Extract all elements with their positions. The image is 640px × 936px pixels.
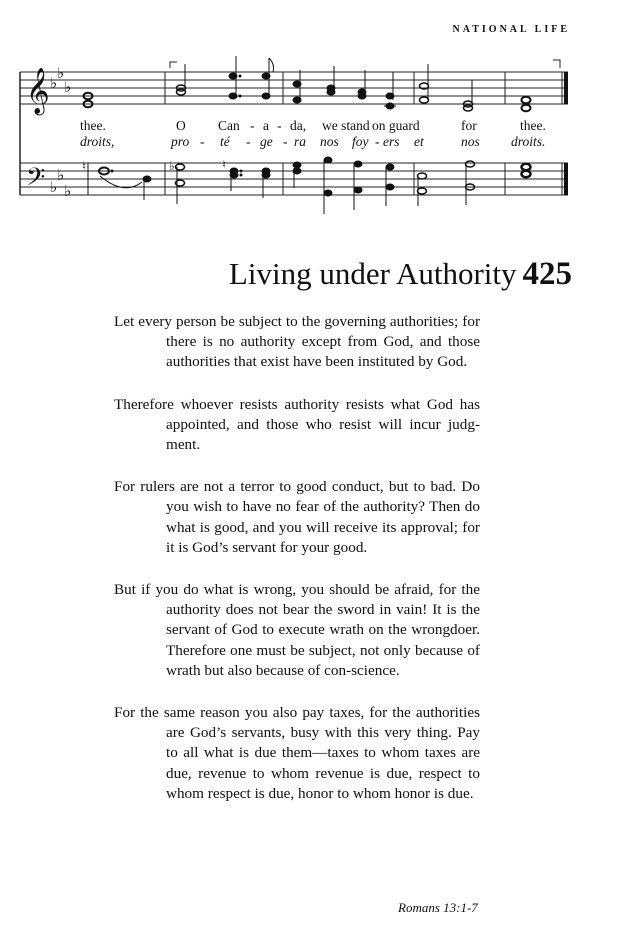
lyric-syllable: ge <box>260 134 273 149</box>
lyric-syllable: ers <box>383 134 400 149</box>
scripture-citation: Romans 13:1-7 <box>398 900 478 915</box>
lyric-syllable: té <box>220 134 230 149</box>
svg-text:♭: ♭ <box>50 178 58 196</box>
reading-paragraph: For rulers are not a terror to good conduct, but to bad. Do you wish to have no fear of the authority? Then do what is good, and you will receive its approval; for it is God’s servant for your good. <box>114 478 480 556</box>
lyric-hyphen: - <box>277 118 282 133</box>
lyric-syllable: nos <box>320 134 339 149</box>
reading-body <box>114 312 480 826</box>
svg-text:♭: ♭ <box>64 78 72 96</box>
lyric-hyphen: - <box>375 134 380 149</box>
lyric-syllable: O <box>176 118 186 133</box>
reading-paragraph: For the same reason you also pay taxes, for the authorities are God’s servants, busy with this very thing. Pay to all what is due them—taxes to whom taxes are due, revenue to whom revenue is due, respect to whom respect is due, honor to whom honor is due. <box>114 704 480 802</box>
lyric-syllable: a <box>263 118 269 133</box>
reading-paragraph: Let every person be subject to the governing authorities; for there is no authority except from God, and those authorities that exist have been instituted by God. <box>114 313 480 371</box>
reading-title <box>229 256 572 293</box>
reading-paragraph: Therefore whoever resists authority resists what God has appointed, and those who resist will incur judg-ment. <box>114 395 480 454</box>
lyric-syllable: nos <box>461 134 480 149</box>
svg-text:♭: ♭ <box>57 64 65 82</box>
svg-text:𝄞: 𝄞 <box>26 68 50 114</box>
svg-text:♭: ♭ <box>64 182 72 200</box>
lyric-hyphen: - <box>246 134 251 149</box>
lyric-syllable: on guard <box>372 118 420 133</box>
running-head: NATIONAL LIFE <box>452 24 570 35</box>
svg-text:♭: ♭ <box>169 159 175 173</box>
lyric-syllable: foy <box>352 134 369 149</box>
svg-text:♭: ♭ <box>57 166 65 184</box>
lyric-syllable: pro <box>171 134 190 149</box>
svg-text:𝄢: 𝄢 <box>26 163 46 198</box>
lyric-syllable: for <box>461 118 477 133</box>
lyric-hyphen: - <box>250 118 255 133</box>
reading-paragraph: But if you do what is wrong, you should be afraid, for the authority does not bear the sword in vain! It is the servant of God to execute wrath on the wrongdoer. Therefore one must be subject, not only because of wrath but also because of con-science. <box>114 581 480 679</box>
lyric-syllable: thee. <box>520 118 546 133</box>
lyric-syllable: thee. <box>80 118 106 133</box>
lyric-syllable: droits. <box>511 134 546 149</box>
reading-title-text: Living under Authority <box>228 256 517 291</box>
lyric-syllable: we stand <box>322 118 370 133</box>
svg-text:♮: ♮ <box>82 160 86 173</box>
lyric-syllable: da, <box>290 118 307 133</box>
lyric-syllable: et <box>414 134 424 149</box>
lyric-syllable: ra <box>294 134 307 149</box>
svg-text:♮: ♮ <box>222 158 226 171</box>
reading-number: 425 <box>522 256 572 292</box>
lyric-hyphen: - <box>283 134 288 149</box>
lyric-syllable: droits, <box>80 134 115 149</box>
lyric-syllable: Can <box>218 118 240 133</box>
lyric-hyphen: - <box>200 134 205 149</box>
svg-text:♭: ♭ <box>50 74 58 92</box>
